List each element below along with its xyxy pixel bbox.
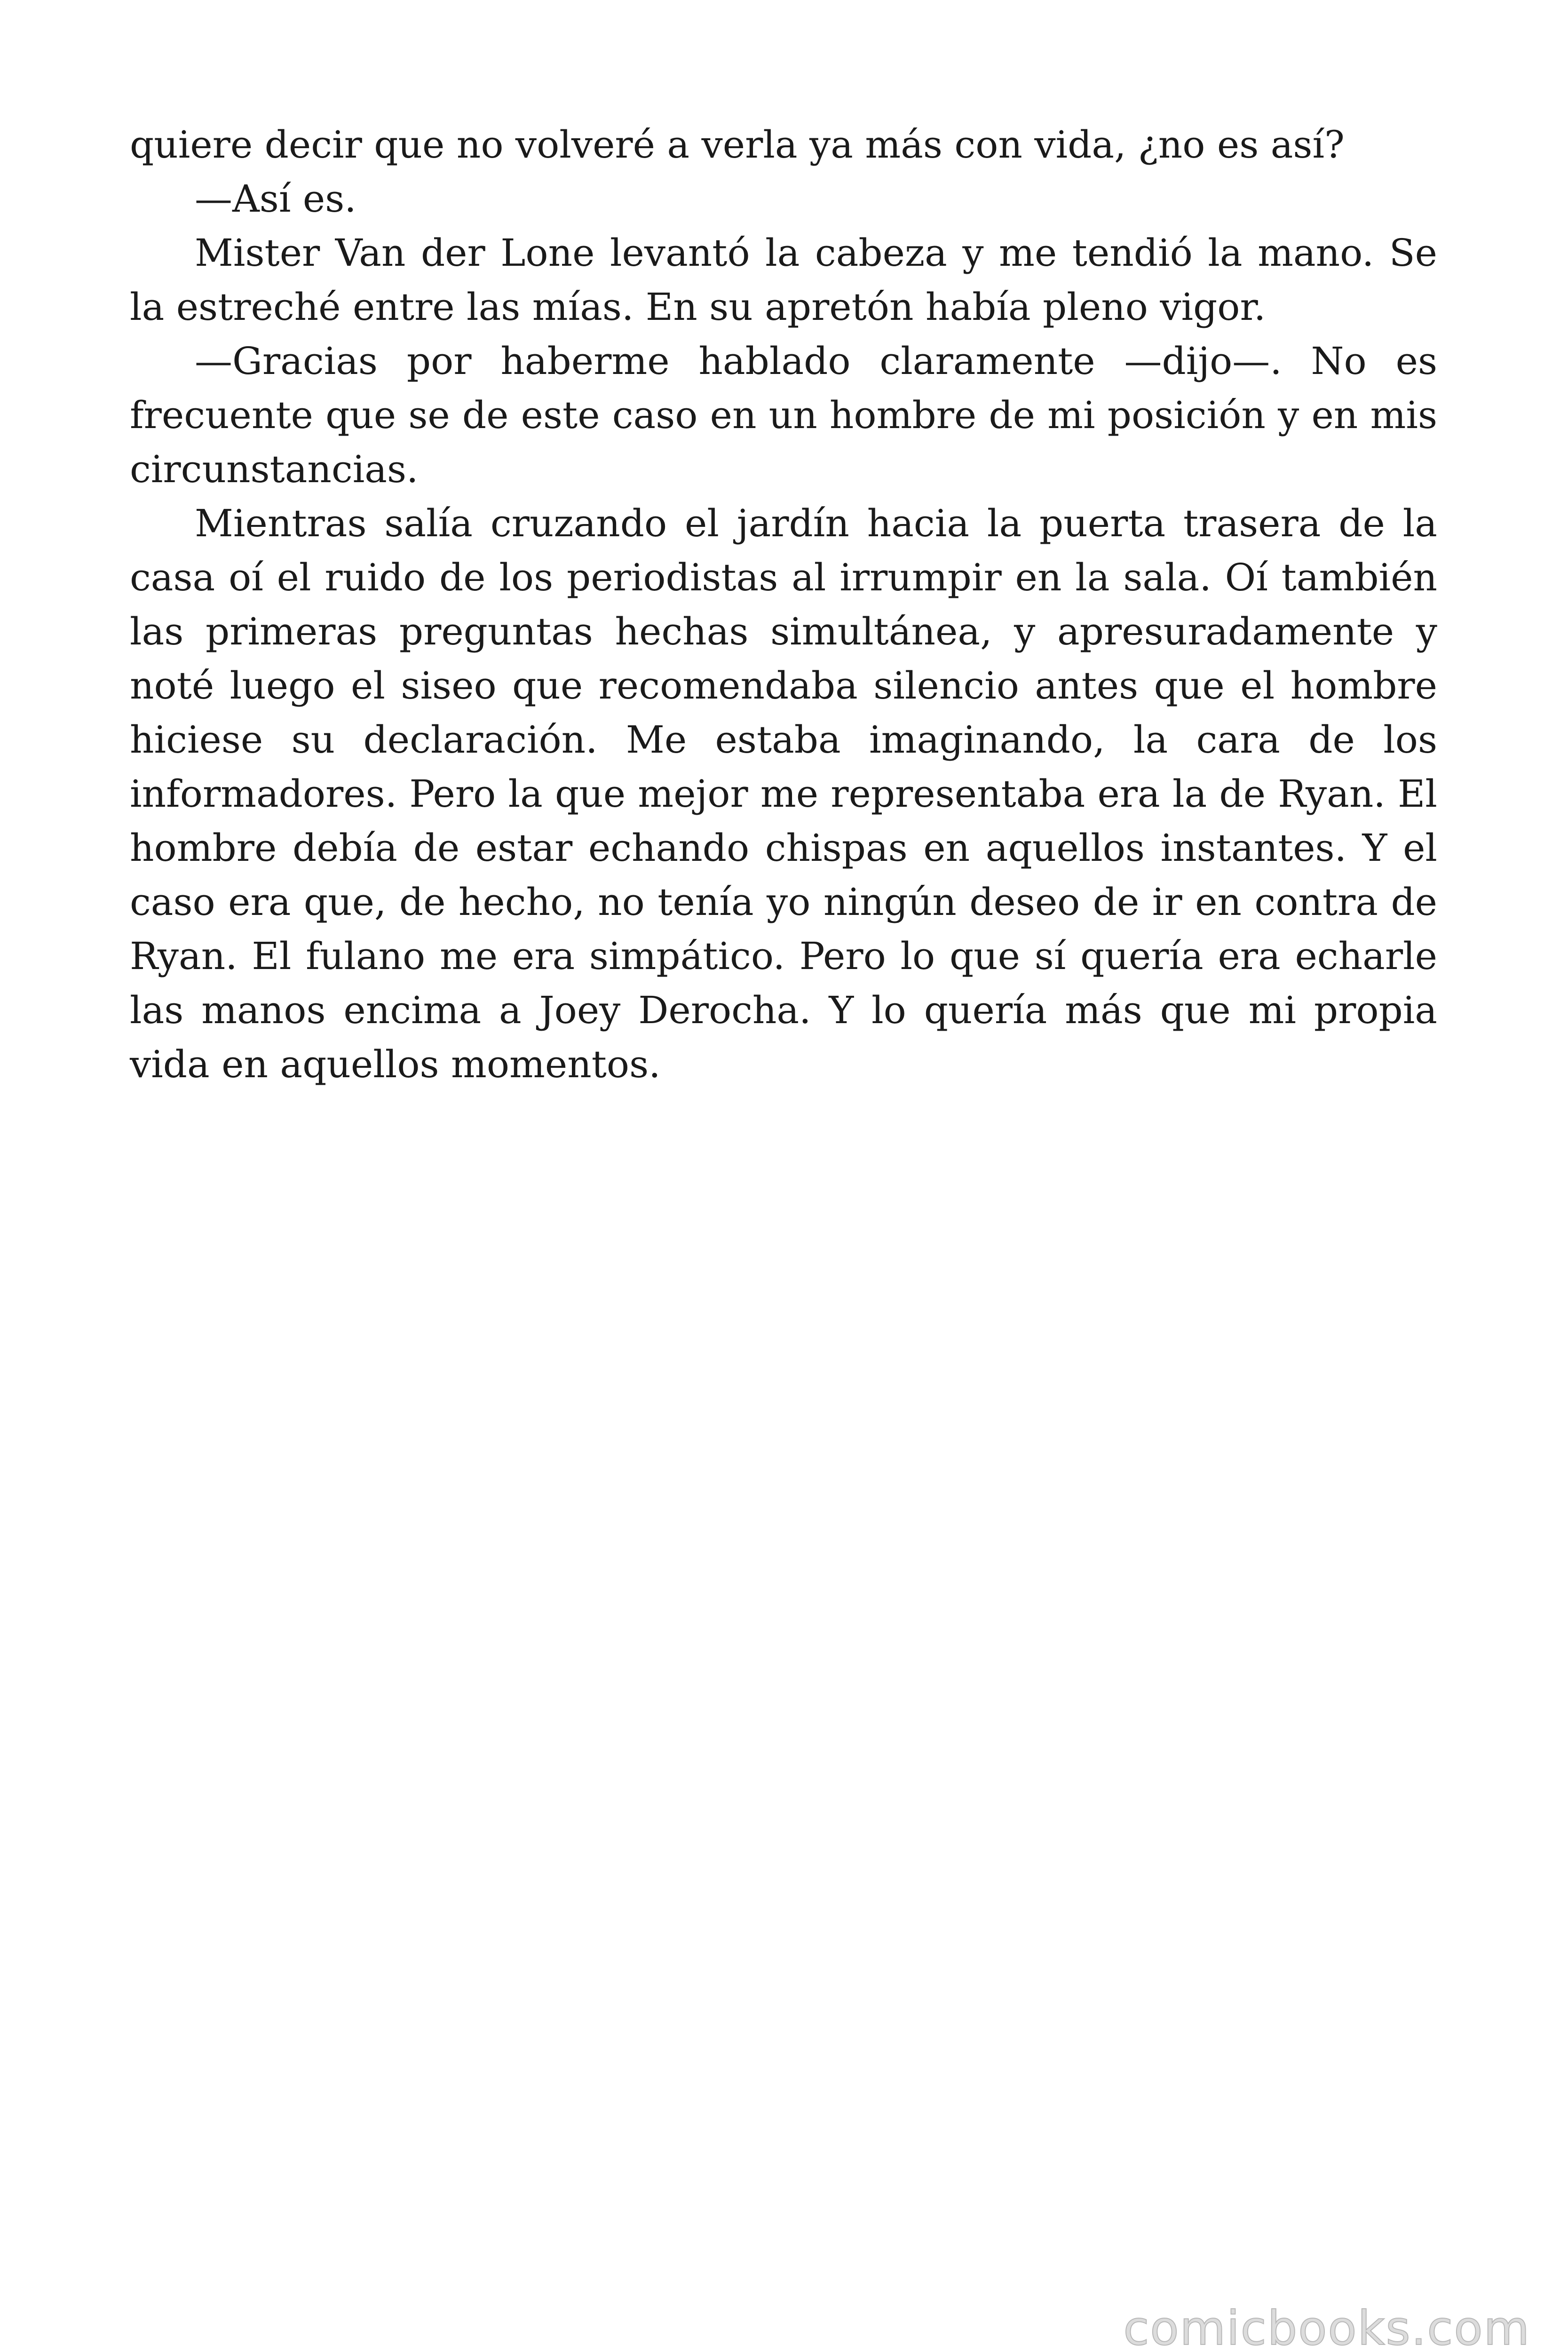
paragraph-dialogue-thanks: —Gracias por haberme hablado claramente —dijo—. No es frecuente que se de este caso en un hombre de mi posición y en mis circunstancias. <box>130 339 1437 491</box>
body-text <box>130 118 1437 1091</box>
watermark: comicbooks.com <box>1123 2301 1530 2352</box>
paragraph-continuation: quiere decir que no volveré a verla ya más con vida, ¿no es así? <box>130 123 1345 167</box>
paragraph-dialogue-reply: —Así es. <box>195 177 356 221</box>
paragraph-handshake: Mister Van der Lone levantó la cabeza y me tendió la mano. Se la estreché entre las mías. En su apretón había pleno vigor. <box>130 231 1437 329</box>
paragraph-leaving: Mientras salía cruzando el jardín hacia la puerta trasera de la casa oí el ruido de los periodistas al irrumpir en la sala. Oí también las primeras preguntas hechas simultánea, y apresuradamente y noté luego el siseo que recomendaba silencio antes que el hombre hiciese su declaración. Me estaba imaginando, la cara de los informadores. Pero la que mejor me representaba era la de Ryan. El hombre debía de estar echando chispas en aquellos instantes. Y el caso era que, de hecho, no tenía yo ningún deseo de ir en contra de Ryan. El fulano me era simpático. Pero lo que sí quería era echarle las manos encima a Joey Derocha. Y lo quería más que mi propia vida en aquellos momentos. <box>130 501 1437 1086</box>
